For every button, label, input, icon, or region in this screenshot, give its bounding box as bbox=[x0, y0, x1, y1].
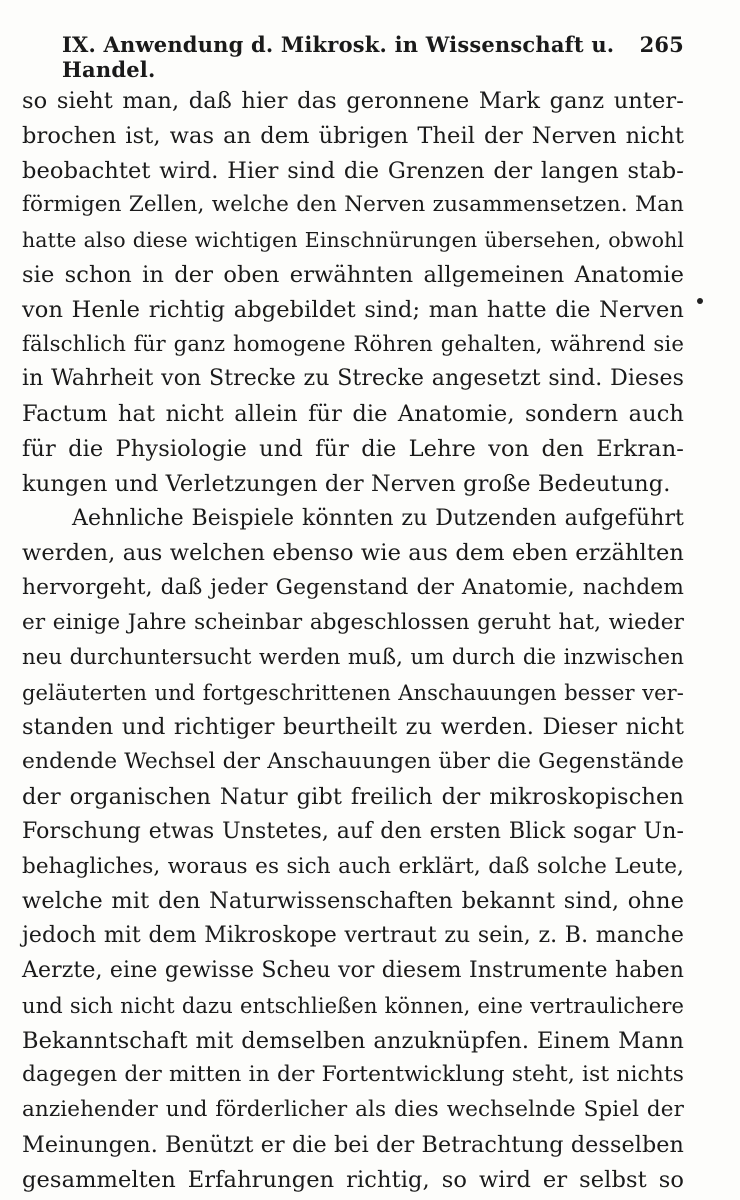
text-line: behagliches, woraus es sich auch erklärt, daß solche Leute, bbox=[22, 853, 684, 879]
text-line: und sich nicht dazu entschließen können, eine vertraulichere bbox=[22, 993, 684, 1018]
text-line: förmigen Zellen, welche den Nerven zusammensetzen. Man bbox=[22, 192, 684, 218]
text-line: Aerzte, eine gewisse Scheu vor diesem Instrumente haben bbox=[22, 957, 684, 983]
text-line: kungen und Verletzungen der Nerven große Bedeutung. bbox=[22, 470, 671, 497]
text-line: neu durchuntersucht werden muß, um durch die inzwischen bbox=[22, 644, 684, 670]
text-line: jedoch mit dem Mikroskope vertraut zu sein, z. B. manche bbox=[22, 923, 684, 949]
chapter-title: IX. Anwendung d. Mikrosk. in Wissenschaft u. Handel. bbox=[62, 32, 615, 82]
text-line: hervorgeht, daß jeder Gegenstand der Anatomie, nachdem bbox=[22, 575, 684, 601]
text-line: sie schon in der oben erwähnten allgemeinen Anatomie bbox=[22, 261, 684, 288]
text-line: er einige Jahre scheinbar abgeschlossen geruht hat, wieder bbox=[22, 609, 684, 635]
text-line: beobachtet wird. Hier sind die Grenzen der langen stab- bbox=[22, 157, 684, 184]
text-line: werden, aus welchen ebenso wie aus dem eben erzählten bbox=[22, 540, 684, 567]
text-line: von Henle richtig abgebildet sind; man hatte die Nerven bbox=[22, 296, 684, 323]
text-line: fälschlich für ganz homogene Röhren gehalten, während sie bbox=[22, 331, 684, 357]
text-line: Forschung etwas Unstetes, auf den ersten Blick sogar Un- bbox=[22, 818, 684, 844]
text-line: gesammelten Erfahrungen richtig, so wird er selbst so bbox=[22, 1166, 684, 1193]
text-line: standen und richtiger beurtheilt zu werden. Dieser nicht bbox=[22, 714, 684, 741]
text-line: so sieht man, daß hier das geronnene Mark ganz unter- bbox=[22, 88, 684, 114]
text-line: in Wahrheit von Strecke zu Strecke angesetzt sind. Dieses bbox=[22, 366, 684, 392]
page-number: 265 bbox=[639, 32, 684, 57]
text-line: endende Wechsel der Anschauungen über die Gegenstände bbox=[22, 749, 684, 775]
text-line: brochen ist, was an dem übrigen Theil der Nerven nicht bbox=[22, 122, 684, 149]
body-text bbox=[22, 84, 684, 1198]
text-line: anziehender und förderlicher als dies wechselnde Spiel der bbox=[22, 1097, 684, 1123]
margin-dot-mark bbox=[697, 298, 703, 304]
running-head bbox=[62, 32, 684, 82]
text-line: welche mit den Naturwissenschaften bekannt sind, ohne bbox=[22, 888, 684, 915]
text-line: für die Physiologie und für die Lehre von den Erkran- bbox=[22, 435, 684, 462]
text-line: Meinungen. Benützt er die bei der Betrachtung desselben bbox=[22, 1131, 684, 1158]
text-line: geläuterten und fortgeschrittenen Anschauungen besser ver- bbox=[22, 680, 684, 705]
text-line: Aehnliche Beispiele könnten zu Dutzenden aufgeführt bbox=[72, 505, 684, 531]
text-line: dagegen der mitten in der Fortentwicklung steht, ist nichts bbox=[22, 1062, 684, 1088]
text-line: Bekanntschaft mit demselben anzuknüpfen. Einem Mann bbox=[22, 1027, 684, 1054]
text-line: der organischen Natur gibt freilich der mikroskopischen bbox=[22, 783, 684, 810]
text-line: Factum hat nicht allein für die Anatomie, sondern auch bbox=[22, 401, 684, 428]
text-line: hatte also diese wichtigen Einschnürungen übersehen, obwohl bbox=[22, 228, 684, 253]
